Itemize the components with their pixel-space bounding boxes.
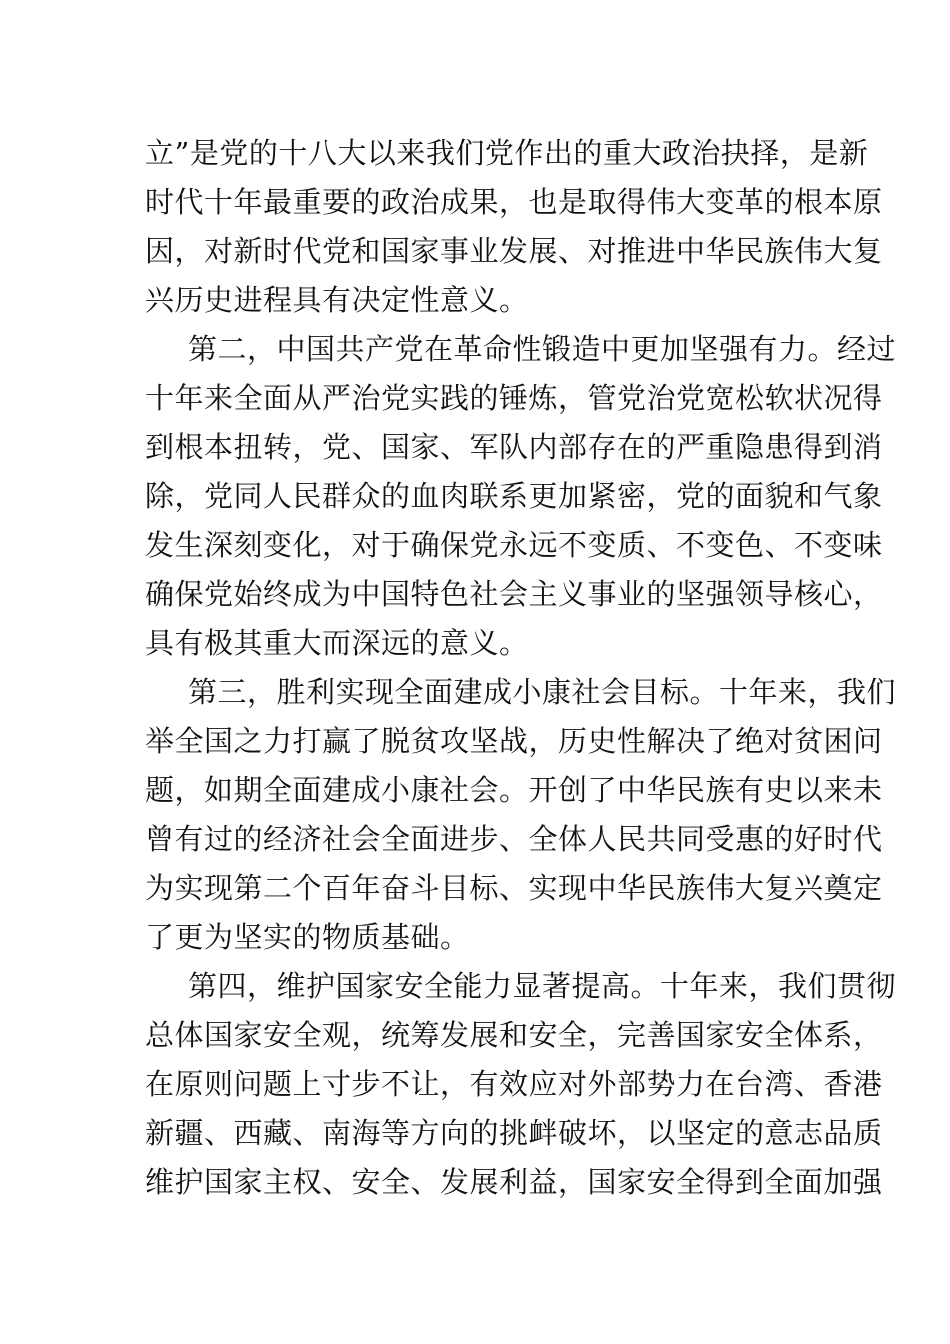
text-line: 举全国之力打赢了脱贫攻坚战，历史性解决了绝对贫困问 [145, 724, 883, 758]
text-line: 十年来全面从严治党实践的锤炼，管党治党宽松软状况得 [145, 381, 883, 415]
text-line: 新疆、西藏、南海等方向的挑衅破坏，以坚定的意志品质 [145, 1116, 883, 1150]
text-line: 在原则问题上寸步不让，有效应对外部势力在台湾、香港 [145, 1067, 883, 1101]
text-line: 曾有过的经济社会全面进步、全体人民共同受惠的好时代 [145, 822, 883, 856]
text-line: 了更为坚实的物质基础。 [145, 920, 470, 954]
text-line: 立”是党的十八大以来我们党作出的重大政治抉择，是新 [145, 136, 869, 170]
text-line: 为实现第二个百年奋斗目标、实现中华民族伟大复兴奠定 [145, 871, 883, 905]
text-line: 到根本扭转，党、国家、军队内部存在的严重隐患得到消 [145, 430, 883, 464]
text-line: 除，党同人民群众的血肉联系更加紧密，党的面貌和气象 [145, 479, 883, 513]
text-line: 确保党始终成为中国特色社会主义事业的坚强领导核心， [145, 577, 883, 611]
text-line: 题，如期全面建成小康社会。开创了中华民族有史以来未 [145, 773, 883, 807]
text-line: 时代十年最重要的政治成果，也是取得伟大变革的根本原 [145, 185, 883, 219]
paragraph-start-line: 第二，中国共产党在革命性锻造中更加坚强有力。经过 [188, 332, 897, 366]
text-line: 兴历史进程具有决定性意义。 [145, 283, 529, 317]
text-line: 发生深刻变化，对于确保党永远不变质、不变色、不变味 [145, 528, 883, 562]
text-line: 因，对新时代党和国家事业发展、对推进中华民族伟大复 [145, 234, 883, 268]
text-line: 维护国家主权、安全、发展利益，国家安全得到全面加强 [145, 1165, 883, 1199]
text-line: 总体国家安全观，统筹发展和安全，完善国家安全体系， [145, 1018, 883, 1052]
paragraph-start-line: 第三，胜利实现全面建成小康社会目标。十年来，我们 [188, 675, 897, 709]
text-line: 具有极其重大而深远的意义。 [145, 626, 529, 660]
paragraph-start-line: 第四，维护国家安全能力显著提高。十年来，我们贯彻 [188, 969, 897, 1003]
